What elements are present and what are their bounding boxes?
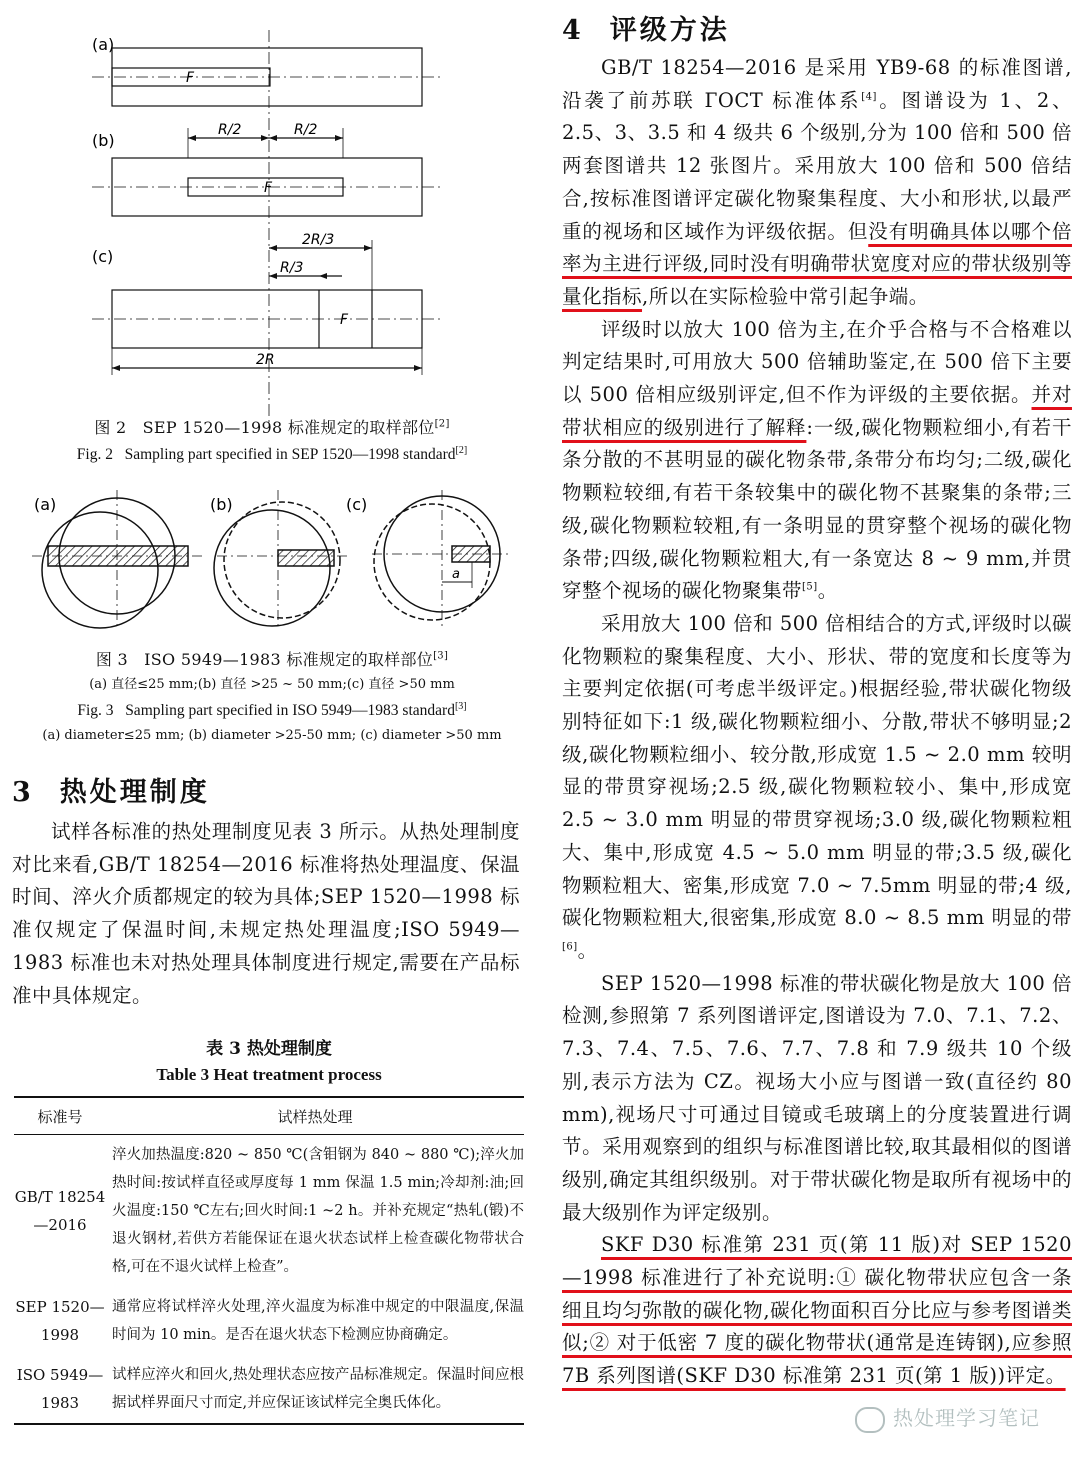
fig2-panel-b-label: (b): [92, 131, 115, 150]
row-process: 通常应将试样淬火处理,淬火温度为标准中规定的中限温度,保温时间为 10 min。是否在退火状态下检测应协商确定。: [112, 1299, 524, 1343]
section-3-heading: 3 热处理制度: [12, 777, 210, 808]
header-process: 试样热处理: [106, 1097, 524, 1135]
row-process: 淬火加热温度:820 ~ 850 ℃(含钼钢为 840 ~ 880 ℃);淬火加热时间:按试样直径或厚度每 1 mm 保温 1.5 min;冷却剂:油;回火温度:150 ℃左右;回火时间:1 ~2 h。并补充规定“热轧(锻)不退火钢材,若供方若能保证在退火状态试样上检查碳化物带状合格,可在不退火试样上检查”。: [112, 1147, 524, 1275]
fig3-caption-cn-sub: (a) 直径≤25 mm;(b) 直径 >25 ~ 50 mm;(c) 直径 >50 mm: [89, 677, 455, 692]
figure-2-diagram: [12, 30, 532, 430]
section-4-paragraph-5: [562, 1229, 1072, 1393]
table-row: [14, 1135, 524, 1288]
fig2c-2R3-label: 2R/3: [302, 232, 335, 248]
section-4-paragraph-2: 评级时以放大 100 倍为主,在介乎合格与不合格难以判定结果时,可用放大 500 倍辅助鉴定,在 500 倍下主要以 500 倍相应级别评定,但不作为评级的主要依据。并对带状相应的级别进行了解释:一级,碳化物颗粒细小,有若干条分散的不甚明显的碳化物条带,条带分布均匀;二级,碳化物颗粒较细,有若干条较集中的碳化物不甚聚集的条带;三级,碳化物颗粒较粗,有一条明显的贯穿整个视场的碳化物条带;四级,碳化物颗粒粗大,有一条宽达 8 ~ 9 mm,并贯穿整个视场的碳化物聚集带[5]。: [562, 317, 1072, 603]
header-standard: 标准号: [14, 1097, 106, 1135]
watermark: 热处理学习笔记: [855, 1402, 1040, 1433]
fig2b-R2-right: R/2: [294, 122, 318, 138]
fig2b-F-label: F: [264, 180, 273, 196]
table-3-caption-en: Table 3 Heat treatment process: [156, 1065, 382, 1084]
fig2c-2R-label: 2R: [256, 352, 275, 368]
heat-treatment-table: [14, 1096, 524, 1425]
fig2-caption-cn: 图 2 SEP 1520—1998 标准规定的取样部位[2]: [94, 418, 450, 437]
figure-3-diagram: [12, 490, 532, 640]
section-4-paragraph-4: SEP 1520—1998 标准的带状碳化物是放大 100 倍检测,参照第 7 系列图谱评定,图谱设为 7.0、7.1、7.2、7.3、7.4、7.5、7.6、7.7、7.8 和 7.9 级共 10 个级别,表示方法为 CZ。视场大小应与图谱一致(直径约 80 mm),视场尺寸可通过目镜或毛玻璃上的分度装置进行调节。采用观察到的组织与标准图谱比较,取其最相似的图谱级别,确定其组织级别。对于带状碳化物是取所有视场中的最大级别作为评定级别。: [562, 971, 1072, 1224]
fig3-caption-cn: 图 3 ISO 5949—1983 标准规定的取样部位[3]: [95, 650, 449, 669]
fig3-caption-en: Fig. 3 Sampling part specified in ISO 5949—1983 standard[3]: [77, 700, 467, 719]
section-4-paragraph-1: GB/T 18254—2016 是采用 YB9-68 的标准图谱,沿袭了前苏联 ГОСТ 标准体系[4]。图谱设为 1、2、2.5、3、3.5 和 4 级共 6 个级别,分为 100 倍和 500 倍两套图谱共 12 张图片。采用放大 100 倍和 500 倍结合,按标准图谱评定碳化物聚集程度、大小和形状,以最严重的视场和区域作为评级依据。但没有明确具体以哪个倍率为主进行评级,同时没有明确带状宽度对应的带状级别等量化指标,所以在实际检验中常引起争端。: [562, 56, 1072, 308]
highlight-underline-2: 并对带状相应的级别进行了解释: [562, 383, 1072, 439]
table-3-caption-cn: 表 3 热处理制度: [206, 1039, 332, 1059]
row-standard: ISO 5949—1983: [14, 1355, 106, 1424]
fig2b-R2-left: R/2: [218, 122, 242, 138]
row-standard: SEP 1520—1998: [15, 1298, 105, 1344]
fig2-panel-c-label: (c): [92, 247, 114, 266]
fig2c-F-label: F: [340, 312, 349, 328]
table-row: [14, 1355, 524, 1424]
highlight-underline-3: SKF D30 标准第 231 页(第 11 版)对 SEP 1520—1998 标准进行了补充说明:① 碳化物带状应包含一条细且均匀弥散的碳化物,碳化物面积百分比应与参考图谱类似;② 对于低密 7 度的碳化物带状(通常是连铸钢),应参照 7B 系列图谱(SKF D30 标准第 231 页(第 1 版))评定。: [562, 1233, 1072, 1388]
fig3-caption-en-sub: (a) diameter≤25 mm; (b) diameter >25-50 mm; (c) diameter >50 mm: [42, 728, 502, 743]
fig3-panel-c-label: (c): [346, 495, 368, 514]
fig3c-a-label: a: [452, 567, 460, 582]
section-3-paragraph: 试样各标准的热处理制度见表 3 所示。从热处理制度对比来看,GB/T 18254—2016 标准将热处理温度、保温时间、淬火介质都规定的较为具体;SEP 1520—1998 标准仅规定了保温时间,未规定热处理温度;ISO 5949—1983 标准也未对热处理具体制度进行规定,需要在产品标准中具体规定。: [12, 820, 520, 1007]
fig2-caption-en: Fig. 2 Sampling part specified in SEP 1520—1998 standard[2]: [76, 444, 468, 463]
section-4-paragraph-3: 采用放大 100 倍和 500 倍相结合的方式,评级时以碳化物颗粒的聚集程度、大小、形状、带的宽度和长度等为主要判定依据(可考虑半级评定。)根据经验,带状碳化物级别特征如下:1 级,碳化物颗粒细小、分散,带状不够明显;2 级,碳化物颗粒细小、较分散,形成宽 1.5 ~ 2.0 mm 较明显的带贯穿视场;2.5 级,碳化物颗粒较小、集中,形成宽 2.5 ~ 3.0 mm 明显的带贯穿视场;3.0 级,碳化物颗粒粗大、集中,形成宽 4.5 ~ 5.0 mm 明显的带;3.5 级,碳化物颗粒粗大、密集,形成宽 7.0 ~ 7.5mm 明显的带;4 级,碳化物颗粒粗大,很密集,形成宽 8.0 ~ 8.5 mm 明显的带[6]。: [562, 611, 1072, 962]
section-4-heading: 4 评级方法: [562, 15, 730, 46]
fig3-panel-a-label: (a): [34, 495, 57, 514]
row-process: 试样应淬火和回火,热处理状态应按产品标准规定。保温时间应根据试样界面尺寸而定,并应保证该试样完全奥氏体化。: [106, 1355, 524, 1424]
table-header-row: [14, 1097, 524, 1135]
table-row: [14, 1287, 524, 1355]
fig2-panel-a-label: (a): [92, 35, 115, 54]
wechat-icon: [855, 1407, 885, 1433]
highlight-underline-1: 没有明确具体以哪个倍率为主进行评级,同时没有明确带状宽度对应的带状级别等量化指标: [562, 219, 1072, 308]
fig3-panel-b-label: (b): [210, 495, 233, 514]
fig2c-R3-label: R/3: [280, 260, 304, 276]
row-standard: GB/T 18254—2016: [14, 1188, 106, 1234]
fig2a-F-label: F: [186, 70, 195, 86]
